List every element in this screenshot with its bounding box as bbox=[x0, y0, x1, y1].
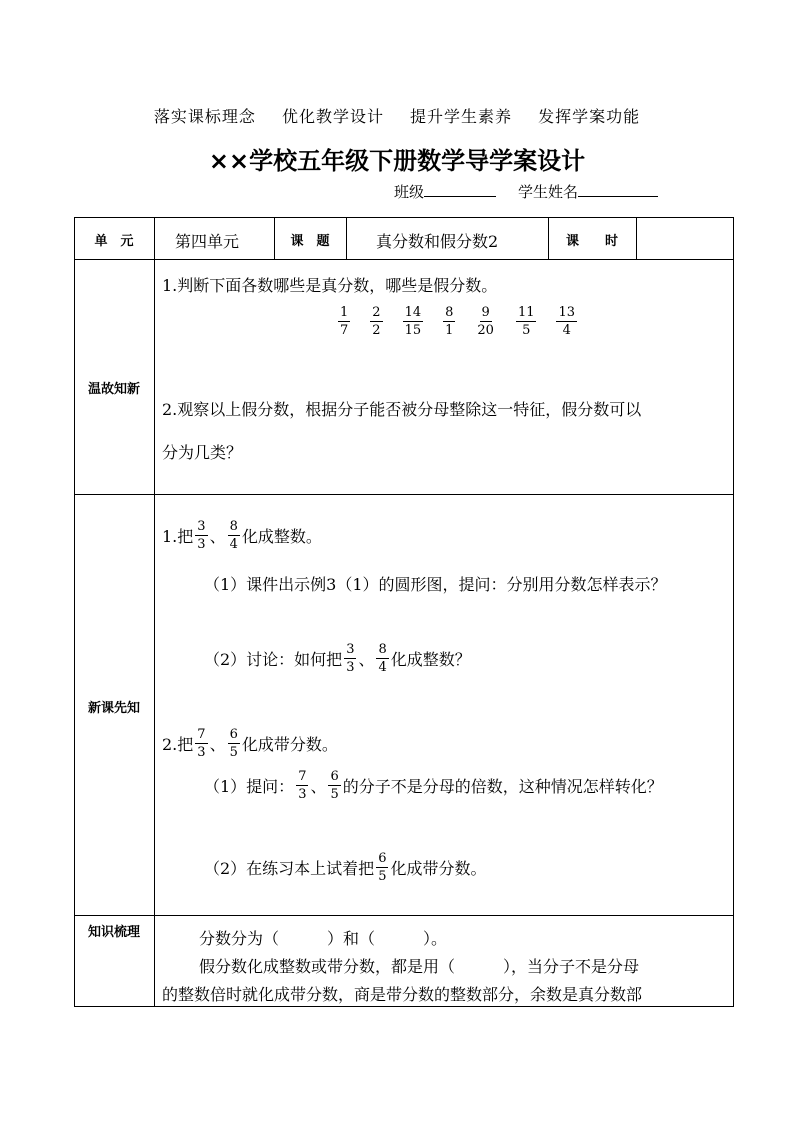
slogan-item: 优化教学设计 bbox=[281, 107, 384, 126]
numerator: 11 bbox=[517, 305, 535, 320]
page-title: ××学校五年级下册数学导学案设计 bbox=[208, 147, 586, 175]
fraction bbox=[376, 852, 388, 883]
denominator: 20 bbox=[477, 323, 494, 338]
new-lesson-item-1 bbox=[162, 520, 322, 551]
numerator: 6 bbox=[229, 727, 238, 742]
fraction bbox=[475, 306, 496, 337]
student-name-label: 学生姓名 bbox=[518, 183, 579, 201]
numerator: 1 bbox=[340, 305, 349, 320]
numerator: 8 bbox=[229, 519, 238, 534]
separator: 、 bbox=[310, 777, 327, 796]
new-lesson-label: 新课先知 bbox=[87, 701, 140, 716]
denominator: 3 bbox=[197, 537, 206, 552]
item-text: （1）提问： bbox=[204, 777, 295, 796]
summary-line-1: 分数分为（ ）和（ ）。 bbox=[199, 929, 448, 948]
review-question-2-line-2: 分为几类？ bbox=[162, 443, 243, 462]
fraction bbox=[195, 520, 207, 551]
separator: 、 bbox=[209, 735, 226, 754]
slogan-item: 发挥学案功能 bbox=[538, 107, 641, 126]
numerator: 6 bbox=[330, 769, 339, 784]
numerator: 3 bbox=[346, 642, 355, 657]
student-name-blank[interactable] bbox=[578, 182, 658, 197]
period-label: 课 时 bbox=[565, 234, 618, 249]
denominator: 5 bbox=[330, 787, 339, 802]
item-text: 化成带分数。 bbox=[241, 735, 338, 754]
item-text: 的分子不是分母的倍数，这种情况怎样转化？ bbox=[342, 777, 663, 796]
slogan bbox=[0, 104, 794, 127]
fraction bbox=[403, 306, 424, 337]
denominator: 7 bbox=[340, 323, 349, 338]
new-lesson-item-1-sub-2 bbox=[204, 643, 471, 674]
fraction bbox=[516, 306, 537, 337]
separator: 、 bbox=[209, 527, 226, 546]
denominator: 1 bbox=[445, 323, 454, 338]
fraction bbox=[344, 643, 356, 674]
separator: 、 bbox=[358, 650, 375, 669]
slogan-item: 落实课标理念 bbox=[153, 107, 256, 126]
fraction bbox=[338, 306, 350, 337]
numerator: 6 bbox=[378, 851, 387, 866]
fraction bbox=[370, 306, 382, 337]
slogan-item: 提升学生素养 bbox=[410, 107, 513, 126]
item-text: 化成整数。 bbox=[241, 527, 322, 546]
unit-label: 单 元 bbox=[94, 234, 134, 249]
fraction bbox=[296, 770, 308, 801]
item-text: 1.把 bbox=[162, 527, 194, 546]
numerator: 13 bbox=[558, 305, 576, 320]
denominator: 4 bbox=[229, 537, 238, 552]
denominator: 4 bbox=[562, 323, 571, 338]
review-question-2-line-1: 2.观察以上假分数，根据分子能否被分母整除这一特征，假分数可以 bbox=[162, 400, 642, 419]
denominator: 4 bbox=[378, 660, 387, 675]
item-text: （2）在练习本上试着把 bbox=[204, 859, 375, 878]
new-lesson-item-2-sub-1 bbox=[204, 770, 663, 801]
class-blank[interactable] bbox=[424, 182, 496, 197]
fraction bbox=[328, 770, 340, 801]
numerator: 3 bbox=[197, 519, 206, 534]
fraction bbox=[376, 643, 388, 674]
item-text: 化成带分数。 bbox=[390, 859, 487, 878]
numerator: 7 bbox=[298, 769, 307, 784]
numerator: 8 bbox=[445, 305, 454, 320]
denominator: 2 bbox=[372, 323, 381, 338]
item-text: 化成整数？ bbox=[390, 650, 471, 669]
numerator: 14 bbox=[404, 305, 422, 320]
fraction bbox=[443, 306, 455, 337]
denominator: 3 bbox=[197, 745, 206, 760]
denominator: 3 bbox=[346, 660, 355, 675]
student-name-field bbox=[518, 181, 658, 202]
new-lesson-item-1-sub-1: （1）课件出示例3（1）的圆形图，提问：分别用分数怎样表示？ bbox=[204, 575, 667, 594]
denominator: 5 bbox=[378, 869, 387, 884]
class-label: 班级 bbox=[394, 183, 425, 201]
review-label: 温故知新 bbox=[87, 382, 140, 397]
fraction-list bbox=[336, 306, 579, 337]
unit-value: 第四单元 bbox=[175, 232, 240, 251]
denominator: 15 bbox=[404, 323, 422, 338]
denominator: 5 bbox=[229, 745, 238, 760]
numerator: 9 bbox=[481, 305, 490, 320]
item-text: （2）讨论：如何把 bbox=[204, 650, 343, 669]
fraction bbox=[556, 306, 577, 337]
fraction bbox=[228, 728, 240, 759]
denominator: 3 bbox=[298, 787, 307, 802]
fraction bbox=[195, 728, 207, 759]
numerator: 7 bbox=[197, 727, 206, 742]
new-lesson-item-2-sub-2 bbox=[204, 852, 486, 883]
summary-label: 知识梳理 bbox=[87, 925, 140, 940]
summary-line-2: 假分数化成整数或带分数，都是用（ ），当分子不是分母 bbox=[199, 957, 640, 976]
review-question-1: 1.判断下面各数哪些是真分数，哪些是假分数。 bbox=[162, 276, 498, 295]
summary-line-3: 的整数倍时就化成带分数，商是带分数的整数部分，余数是真分数部 bbox=[162, 985, 643, 1004]
topic-value: 真分数和假分数2 bbox=[376, 232, 499, 251]
numerator: 2 bbox=[372, 305, 381, 320]
topic-label: 课 题 bbox=[290, 234, 330, 249]
numerator: 8 bbox=[378, 642, 387, 657]
fraction bbox=[228, 520, 240, 551]
class-field bbox=[394, 181, 496, 202]
new-lesson-item-2 bbox=[162, 728, 338, 759]
item-text: 2.把 bbox=[162, 735, 194, 754]
denominator: 5 bbox=[522, 323, 531, 338]
